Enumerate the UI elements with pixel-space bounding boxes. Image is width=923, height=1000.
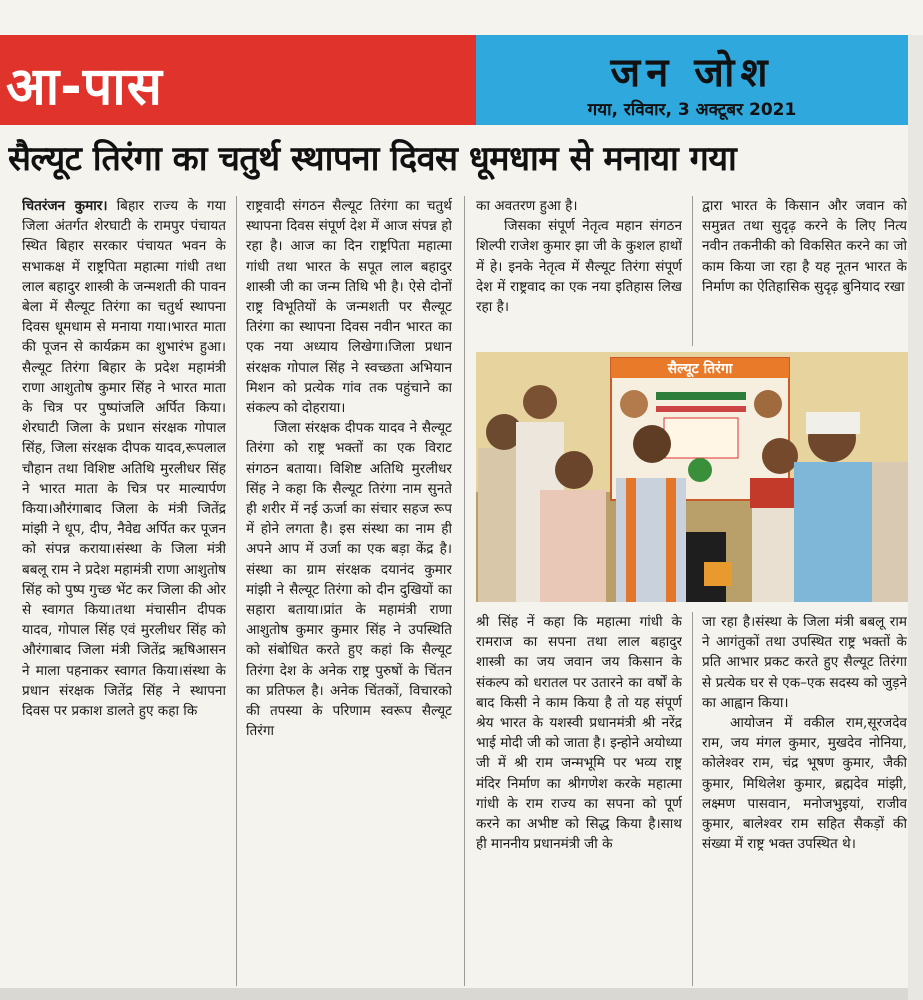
next-headline-strip [0, 988, 908, 1000]
column-3-bottom-text: श्री सिंह नें कहा कि महात्मा गांधी के रामराज का सपना तथा लाल बहादुर शास्त्री का जय जवान जय किसान के संकल्प को धरातल पर उतारने का वर्षों के बाद किसी ने काम किया है तो यह संपूर्ण श्रेय भारत के यशस्वी प्रधानमंत्री श्री नरेंद्र भाई मोदी जी को जाता है। इन्होने अयोध्या जी में श्री राम जन्मभूमि पर भव्य राष्ट्र मंदिर निर्माण का श्रीगणेश करके महात्मा गांधी के राम राज्य का सपना को पूर्ण करने का अभीष्ट को सिद्ध किया है।साथ ही माननीय प्रधानमंत्री जी के [476, 614, 682, 853]
article-column-3-top [476, 196, 682, 346]
column-rule [464, 196, 465, 986]
article-column-4-bottom [702, 612, 907, 986]
page-edge [908, 35, 923, 1000]
article-byline: चितरंजन कुमार। [22, 198, 108, 214]
article-column-1 [22, 196, 226, 986]
article-column-3-bottom [476, 612, 682, 986]
column-4-bottom-a: जा रहा है।संस्था के जिला मंत्री बबलू राम ने आगंतुकों तथा उपस्थित राष्ट्र भक्तों के प्रति आभार प्रकट करते हुए सैल्यूट तिरंगा से प्रत्येक घर से एक–एक सदस्य को जुड़ने का आह्वान किया। [702, 614, 907, 711]
column-1-text: बिहार राज्य के गया जिला अंतर्गत शेरघाटी के रामपुर पंचायत स्थित बिहार सरकार पंचायत भवन के सभाकक्ष में राष्ट्रपिता महात्मा गांधी तथा लाल बहादुर शास्त्री के जन्मशती की पावन बेला में सैल्यूट तिरंगा का चतुर्थ स्थापना दिवस धूमधाम से मनाया गया।भारत माता की पूजन से कार्यक्रम का शुभारंभ हुआ। सैल्यूट तिरंगा बिहार के प्रदेश महामंत्री राणा आशुतोष कुमार सिंह ने भारत माता के चित्र पर पुष्पांजलि अर्पित किया। शेरघाटी जिला के प्रधान संरक्षक गोपाल सिंह, जिला संरक्षक दीपक यादव,रूपलाल चौहान तथा विशिष्ट अतिथि मुरलीधर सिंह ने भारत माता के चित्र पर माल्यार्पण किया।औरंगाबाद जिला के मंत्री जितेंद्र मांझी ने धूप, दीप, नैवेद्य अर्पित कर पूजन को संपन्न कराया।संस्था के जिला मंत्री बबलू राम ने प्रदेश महामंत्री राणा आशुतोष सिंह को पुष्प गुच्छ भेंट कर जिला की ओर से स्वागत किया।तथा मंचासीन दीपक यादव, गोपाल सिंह एवं मुरलीधर सिंह को औरंगाबाद जिला मंत्री जितेंद्र ऋषिआसन ने माला पहनाकर स्वागत किया।संस्था के प्रधान संरक्षक जितेंद्र सिंह ने स्थापना दिवस पर प्रकाश डालते हुए कहा कि [22, 198, 226, 720]
column-4-top-text: द्वारा भारत के किसान और जवान को समुन्नत तथा सुदृढ़ करने के लिए नित्य नवीन तकनीकी को विकसित करने का जो काम किया जा रहा है यह नूतन भारत के निर्माण का ऐतिहासिक सुदृढ़ बुनियाद रखा [702, 198, 907, 295]
column-rule [692, 196, 693, 346]
column-2-paragraph-1: राष्ट्रवादी संगठन सैल्यूट तिरंगा का चतुर्थ स्थापना दिवस संपूर्ण देश में आज संपन्न हो रहा है। आज का दिन राष्ट्रपिता महात्मा गांधी तथा भारत के सपूत लाल बहादुर शास्त्री जी का जन्म तिथि भी है। ऐसे दोनों राष्ट्र विभूतियों के जन्मशती पर सैल्यूट तिरंगा का स्थापना दिवस नवीन भारत का एक नया अध्याय लिखेगा।जिला प्रधान संरक्षक गोपाल सिंह ने स्वच्छता अभियान मिशन को प्रत्येक गांव तक पहुंचाने का संकल्प को दोहराया। [246, 198, 452, 417]
masthead-title: जन जोश [610, 50, 774, 96]
section-band [0, 35, 476, 125]
article-headline: सैल्यूट तिरंगा का चतुर्थ स्थापना दिवस धूमधाम से मनाया गया [8, 139, 737, 179]
banner-title: सैल्यूट तिरंगा [667, 361, 733, 377]
column-4-bottom-b: आयोजन में वकील राम,सूरजदेव राम, जय मंगल कुमार, मुखदेव नोनिया, कोलेश्वर राम, चंद्र भूषण कुमार, जैकी कुमार, मिथिलेश कुमार, ब्रह्मदेव मांझी, लक्ष्मण पासवान, मनोजभुइयां, राजीव कुमार, बालेश्वर राम सहित सैकड़ों की संख्या में राष्ट्र भक्त उपस्थित थे। [702, 715, 907, 853]
masthead-band [476, 35, 908, 125]
column-3-top-b: जिसका संपूर्ण नेतृत्व महान संगठन शिल्पी राजेश कुमार झा जी के कुशल हाथों में हे। इनके नेतृत्व में सैल्यूट तिरंगा संपूर्ण देश में राष्ट्रवाद का एक नया इतिहास लिख रहा है। [476, 218, 682, 316]
column-rule [692, 612, 693, 986]
event-photo [476, 352, 908, 602]
column-3-top-a: का अवतरण हुआ है। [476, 198, 578, 214]
section-tag: आ-पास [6, 57, 163, 117]
dateline: गया, रविवार, 3 अक्टूबर 2021 [587, 100, 797, 120]
article-column-2 [246, 196, 452, 986]
column-2-paragraph-2: जिला संरक्षक दीपक यादव ने सैल्यूट तिरंगा को राष्ट्र भक्तों का एक विराट संगठन बताया। विशिष्ट अतिथि मुरलीधर सिंह ने कहा कि सैल्यूट तिरंगा नाम सुनते ही शरीर में नई ऊर्जा का संचार सहज रूप में होने लगता है। इस संस्था का नाम ही अपने आप में उर्जा का एक बड़ा केंद्र है। संस्था का ग्राम संरक्षक दयानंद कुमार मांझी ने सैल्यूट तिरंगा को दीन दुखियों का सहारा बताया।प्रांत के महामंत्री राणा आशुतोष कुमार कुमार सिंह ने उपस्थिति को संबोधित करते हुए कहां कि सैल्यूट तिरंगा देश के अनेक राष्ट्र पुरुषों के चिंतन का प्रतिफल है। अनेक चिंतकों, विचारको की तपस्या के परिणाम स्वरूप सैल्यूट तिरंगा [246, 420, 452, 740]
article-column-4-top [702, 196, 907, 346]
column-rule [236, 196, 237, 986]
